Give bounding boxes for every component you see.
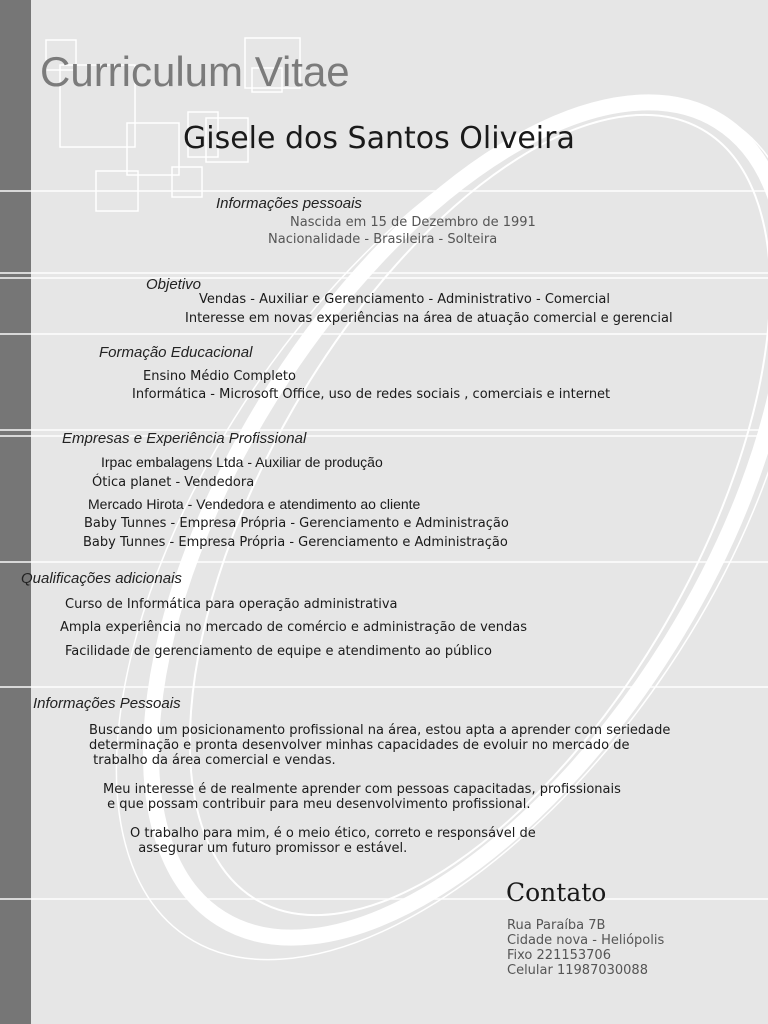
experience-line: Mercado Hirota - Vendedora e atendimento ao cliente [88,496,421,512]
education-line: Informática - Microsoft Office, uso de redes sociais , comerciais e internet [132,387,611,402]
experience-line: Ótica planet - Vendedora [92,475,255,490]
contact-address: Rua Paraíba 7B [507,918,606,933]
objective-heading: Objetivo [146,276,202,293]
cv-title: Curriculum Vitae [40,48,350,95]
paragraph-line: Buscando um posicionamento profissional na área, estou apta a aprender com seriedade [89,723,671,738]
qualification-line: Curso de Informática para operação administrativa [65,597,398,612]
contact-district: Cidade nova - Heliópolis [507,933,665,948]
paragraph-line: e que possam contribuir para meu desenvolvimento profissional. [103,797,531,812]
about-paragraph-2 [103,782,621,812]
paragraph-line: Meu interesse é de realmente aprender com pessoas capacitadas, profissionais [103,782,621,797]
contact-phone: Fixo 221153706 [507,948,611,963]
paragraph-line: assegurar um futuro promissor e estável. [130,841,408,856]
contact-mobile: Celular 11987030088 [507,963,648,978]
paragraph-line: O trabalho para mim, é o meio ético, correto e responsável de [130,826,536,841]
qualification-line: Ampla experiência no mercado de comércio e administração de vendas [60,620,527,635]
qualification-line: Facilidade de gerenciamento de equipe e atendimento ao público [65,644,492,659]
experience-line: Baby Tunnes - Empresa Própria - Gerenciamento e Administração [83,535,508,550]
objective-line: Vendas - Auxiliar e Gerenciamento - Administrativo - Comercial [199,292,610,307]
nationality: Nacionalidade - Brasileira - Solteira [268,232,498,247]
about-heading: Informações Pessoais [33,695,181,712]
experience-line: Baby Tunnes - Empresa Própria - Gerenciamento e Administração [84,516,509,531]
paragraph-line: determinação e pronta desenvolver minhas capacidades de evoluir no mercado de [89,738,630,753]
objective-line: Interesse em novas experiências na área de atuação comercial e gerencial [185,311,673,326]
about-paragraph-1 [89,723,670,768]
personal-info-heading: Informações pessoais [216,195,362,212]
qualifications-heading: Qualificações adicionais [21,570,182,587]
contact-heading: Contato [506,878,607,907]
birth-date: Nascida em 15 de Dezembro de 1991 [290,215,536,230]
candidate-name: Gisele dos Santos Oliveira [183,121,575,156]
contact-block [507,918,664,978]
experience-line: Irpac embalagens Ltda - Auxiliar de produção [101,454,383,470]
experience-heading: Empresas e Experiência Profissional [62,430,307,447]
education-line: Ensino Médio Completo [143,369,296,384]
about-paragraph-3 [130,826,536,856]
paragraph-line: trabalho da área comercial e vendas. [89,753,336,768]
education-heading: Formação Educacional [99,344,253,361]
